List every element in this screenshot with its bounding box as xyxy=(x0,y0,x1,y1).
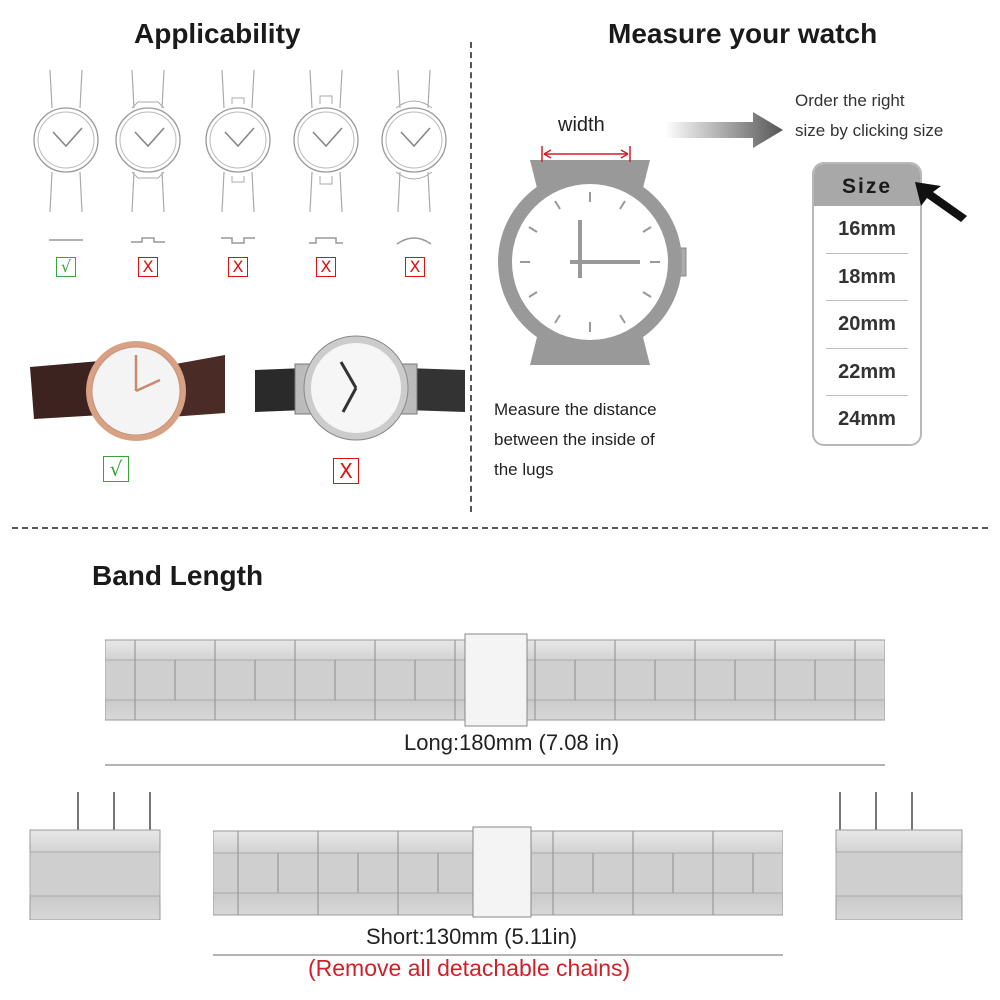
band-length-title: Band Length xyxy=(92,560,264,591)
lug-notched-narrow xyxy=(116,70,180,242)
long-length-label: Long:180mm (7.08 in) xyxy=(400,730,623,756)
width-arrow xyxy=(538,144,634,164)
lug-notched-up xyxy=(294,70,358,243)
remove-chains-note: (Remove all detachable chains) xyxy=(308,955,631,981)
example-watch-leather xyxy=(30,335,225,450)
long-length-line xyxy=(105,758,885,772)
size-selector[interactable] xyxy=(812,162,922,446)
size-option-18mm[interactable]: 18mm xyxy=(826,254,908,302)
size-option-24mm[interactable]: 24mm xyxy=(838,408,896,430)
pointer-arrow-icon xyxy=(913,178,969,224)
applicability-title: Applicability xyxy=(134,18,301,49)
gradient-arrow-right xyxy=(665,110,785,150)
example-mark-ok: √ xyxy=(103,456,129,482)
section-divider-vertical xyxy=(470,42,472,512)
order-hint-line-1: Order the right xyxy=(795,91,905,110)
lug-notched-down xyxy=(206,70,270,243)
measure-note-line-1: Measure the distance xyxy=(494,400,657,419)
section-divider-horizontal xyxy=(12,527,988,529)
size-option-20mm[interactable]: 20mm xyxy=(826,301,908,349)
measure-title: Measure your watch xyxy=(608,18,878,49)
size-option-22mm[interactable]: 22mm xyxy=(826,349,908,397)
detachable-links-left xyxy=(28,790,163,920)
short-length-label: Short:130mm (5.11in) xyxy=(362,924,581,950)
size-header: Size xyxy=(814,164,920,206)
band-short-image xyxy=(213,825,783,920)
applicability-mark-3: X xyxy=(228,257,248,277)
lug-straight xyxy=(34,70,98,240)
applicability-mark-2: X xyxy=(138,257,158,277)
applicability-mark-4: X xyxy=(316,257,336,277)
example-mark-no: X xyxy=(333,458,359,484)
size-option-16mm[interactable]: 16mm xyxy=(826,206,908,254)
applicability-mark-5: X xyxy=(405,257,425,277)
order-hint-line-2: size by clicking size xyxy=(795,121,944,140)
lug-curved xyxy=(382,70,446,244)
measure-note-line-3: the lugs xyxy=(494,460,554,479)
band-long-image xyxy=(105,630,885,730)
lug-type-diagrams xyxy=(0,60,460,260)
example-watch-silver xyxy=(255,330,465,450)
measure-watch-diagram xyxy=(490,140,700,370)
width-label: width xyxy=(558,114,605,136)
measure-note-line-2: between the inside of xyxy=(494,430,655,449)
detachable-links-right xyxy=(834,790,964,920)
applicability-mark-1: √ xyxy=(56,257,76,277)
